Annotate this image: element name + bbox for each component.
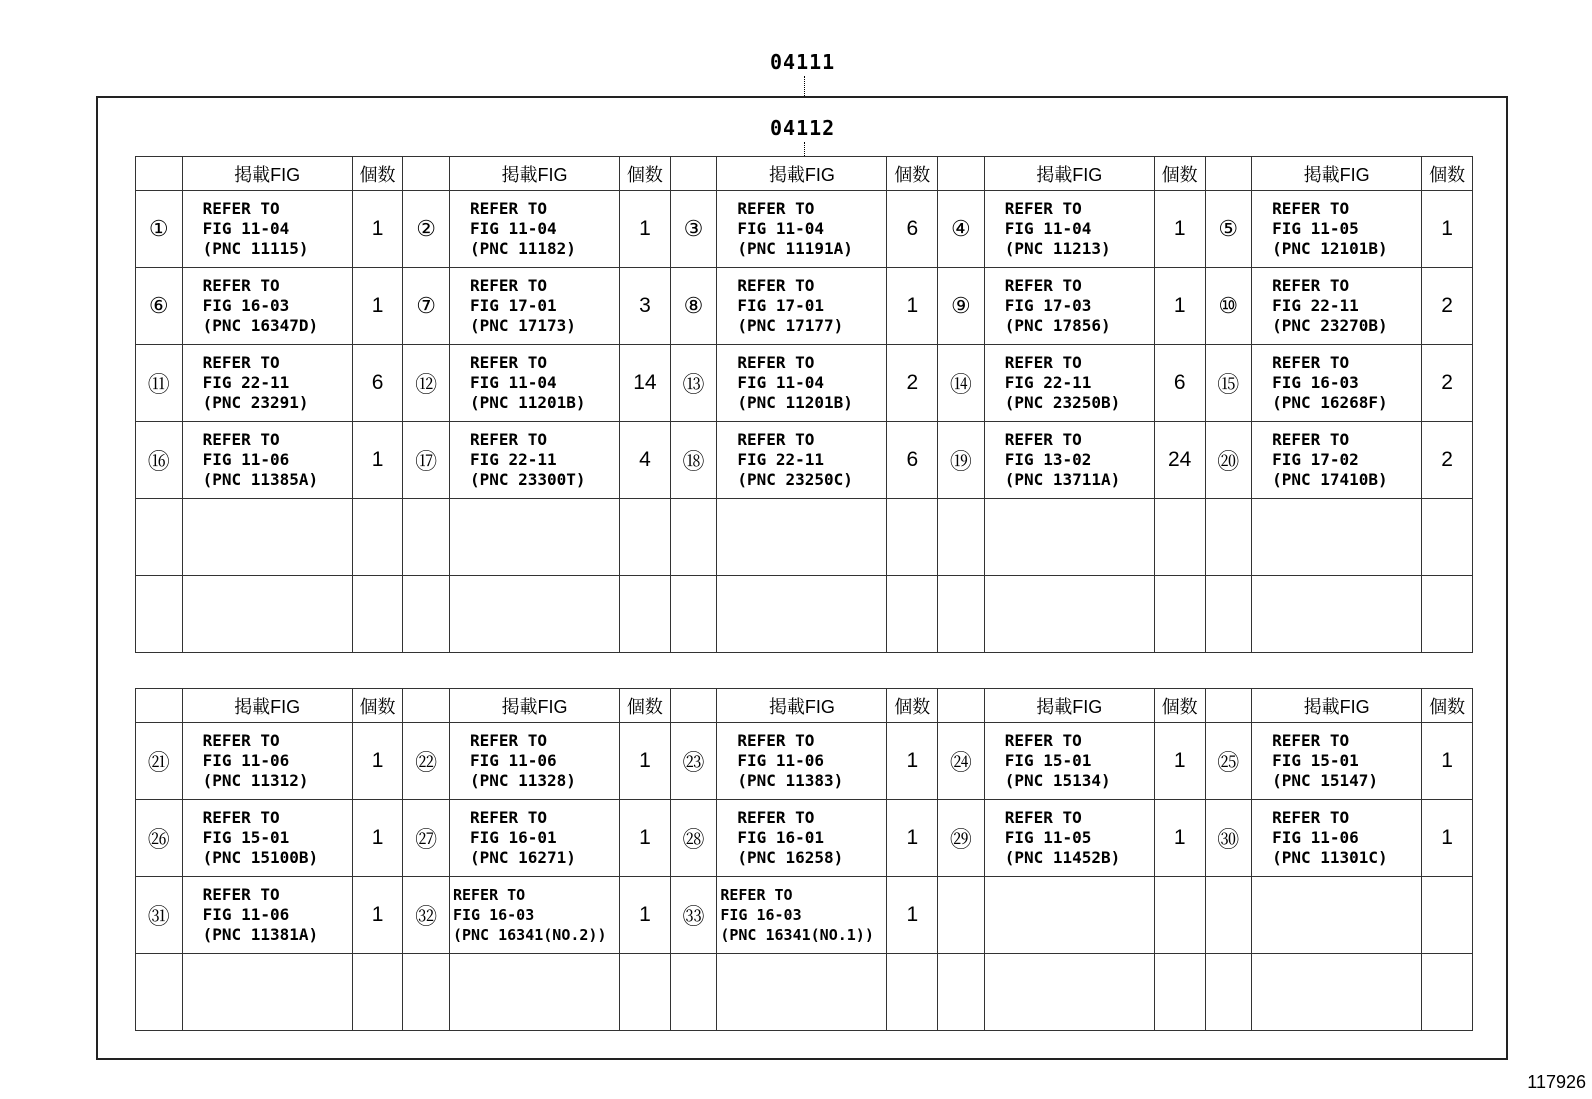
item-number-cell: [1205, 576, 1252, 653]
quantity-cell: 1: [1154, 191, 1205, 268]
table-row: [136, 422, 1473, 499]
item-number-cell: [403, 499, 450, 576]
reference-cell: REFER TO FIG 17-01 (PNC 17177): [717, 268, 887, 345]
reference-cell: REFER TO FIG 11-05 (PNC 11452B): [984, 800, 1154, 877]
reference-cell: REFER TO FIG 22-11 (PNC 23250B): [984, 345, 1154, 422]
reference-cell: REFER TO FIG 16-03 (PNC 16268F): [1252, 345, 1422, 422]
header-fig-cell: 掲載FIG: [1252, 157, 1422, 191]
reference-cell: REFER TO FIG 16-01 (PNC 16271): [449, 800, 619, 877]
ref-label-04111: 04111: [770, 50, 836, 74]
ref-label-04112: 04112: [770, 116, 836, 140]
reference-cell: REFER TO FIG 11-04 (PNC 11201B): [449, 345, 619, 422]
header-qty-cell: 個数: [887, 689, 938, 723]
reference-cell: REFER TO FIG 17-02 (PNC 17410B): [1252, 422, 1422, 499]
reference-cell: [984, 499, 1154, 576]
quantity-cell: 1: [352, 191, 403, 268]
quantity-cell: [352, 954, 403, 1031]
item-number-cell: [938, 877, 985, 954]
reference-cell: REFER TO FIG 15-01 (PNC 15147): [1252, 723, 1422, 800]
quantity-cell: 1: [1422, 723, 1473, 800]
item-number-cell: [136, 576, 183, 653]
lower-parts-table: [135, 688, 1473, 1031]
quantity-cell: [1422, 877, 1473, 954]
table-row: [136, 191, 1473, 268]
quantity-cell: 2: [1422, 422, 1473, 499]
quantity-cell: 1: [620, 877, 671, 954]
quantity-cell: [887, 954, 938, 1031]
quantity-cell: [1422, 954, 1473, 1031]
quantity-cell: 2: [1422, 268, 1473, 345]
reference-cell: REFER TO FIG 16-03 (PNC 16347D): [182, 268, 352, 345]
header-blank-cell: [403, 157, 450, 191]
quantity-cell: [352, 499, 403, 576]
reference-cell: [1252, 499, 1422, 576]
reference-cell: REFER TO FIG 22-11 (PNC 23291): [182, 345, 352, 422]
reference-cell: REFER TO FIG 11-06 (PNC 11328): [449, 723, 619, 800]
item-number-cell: ㉖: [136, 800, 183, 877]
reference-cell: [1252, 877, 1422, 954]
reference-cell: REFER TO FIG 13-02 (PNC 13711A): [984, 422, 1154, 499]
item-number-cell: [670, 954, 717, 1031]
reference-cell: REFER TO FIG 22-11 (PNC 23250C): [717, 422, 887, 499]
item-number-cell: ㉓: [670, 723, 717, 800]
reference-cell: [449, 499, 619, 576]
item-number-cell: ㉘: [670, 800, 717, 877]
item-number-cell: ⑧: [670, 268, 717, 345]
table-row: [136, 576, 1473, 653]
item-number-cell: ⑳: [1205, 422, 1252, 499]
table-row: [136, 877, 1473, 954]
reference-cell: REFER TO FIG 22-11 (PNC 23300T): [449, 422, 619, 499]
reference-cell: REFER TO FIG 11-05 (PNC 12101B): [1252, 191, 1422, 268]
item-number-cell: ㉜: [403, 877, 450, 954]
item-number-cell: ⑫: [403, 345, 450, 422]
table-row: [136, 800, 1473, 877]
quantity-cell: 1: [1422, 191, 1473, 268]
header-qty-cell: 個数: [1154, 689, 1205, 723]
quantity-cell: 1: [1154, 800, 1205, 877]
header-row: [136, 157, 1473, 191]
reference-cell: REFER TO FIG 11-04 (PNC 11213): [984, 191, 1154, 268]
quantity-cell: 1: [620, 191, 671, 268]
quantity-cell: [620, 576, 671, 653]
reference-cell: REFER TO FIG 11-04 (PNC 11201B): [717, 345, 887, 422]
reference-cell: REFER TO FIG 11-06 (PNC 11385A): [182, 422, 352, 499]
quantity-cell: [1154, 576, 1205, 653]
header-fig-cell: 掲載FIG: [984, 157, 1154, 191]
header-qty-cell: 個数: [1154, 157, 1205, 191]
item-number-cell: ⑰: [403, 422, 450, 499]
quantity-cell: 2: [1422, 345, 1473, 422]
quantity-cell: [620, 954, 671, 1031]
quantity-cell: 1: [1154, 723, 1205, 800]
header-fig-cell: 掲載FIG: [1252, 689, 1422, 723]
item-number-cell: [136, 499, 183, 576]
item-number-cell: ㉑: [136, 723, 183, 800]
reference-cell: REFER TO FIG 11-06 (PNC 11312): [182, 723, 352, 800]
reference-cell: REFER TO FIG 15-01 (PNC 15134): [984, 723, 1154, 800]
item-number-cell: ⑤: [1205, 191, 1252, 268]
item-number-cell: ㉚: [1205, 800, 1252, 877]
quantity-cell: 1: [352, 268, 403, 345]
reference-cell: REFER TO FIG 11-04 (PNC 11115): [182, 191, 352, 268]
quantity-cell: [1154, 954, 1205, 1031]
header-qty-cell: 個数: [352, 689, 403, 723]
item-number-cell: [136, 954, 183, 1031]
figure-number: 117926: [1527, 1072, 1586, 1092]
quantity-cell: 1: [352, 877, 403, 954]
header-fig-cell: 掲載FIG: [182, 157, 352, 191]
item-number-cell: ⑮: [1205, 345, 1252, 422]
reference-cell: REFER TO FIG 22-11 (PNC 23270B): [1252, 268, 1422, 345]
quantity-cell: 4: [620, 422, 671, 499]
table-row: [136, 268, 1473, 345]
header-blank-cell: [403, 689, 450, 723]
header-qty-cell: 個数: [1422, 157, 1473, 191]
reference-cell: [182, 499, 352, 576]
quantity-cell: 1: [887, 877, 938, 954]
quantity-cell: 3: [620, 268, 671, 345]
header-qty-cell: 個数: [620, 689, 671, 723]
item-number-cell: ㉔: [938, 723, 985, 800]
quantity-cell: 24: [1154, 422, 1205, 499]
item-number-cell: [1205, 954, 1252, 1031]
quantity-cell: 1: [620, 800, 671, 877]
item-number-cell: ⑯: [136, 422, 183, 499]
header-blank-cell: [136, 689, 183, 723]
header-fig-cell: 掲載FIG: [717, 157, 887, 191]
header-qty-cell: 個数: [887, 157, 938, 191]
quantity-cell: 1: [620, 723, 671, 800]
quantity-cell: [1154, 499, 1205, 576]
reference-cell: [449, 954, 619, 1031]
reference-cell: [717, 954, 887, 1031]
quantity-cell: [887, 576, 938, 653]
item-number-cell: ⑱: [670, 422, 717, 499]
reference-cell: [1252, 576, 1422, 653]
quantity-cell: 14: [620, 345, 671, 422]
table-row: [136, 345, 1473, 422]
header-blank-cell: [136, 157, 183, 191]
header-row: [136, 689, 1473, 723]
item-number-cell: ㉗: [403, 800, 450, 877]
quantity-cell: [1422, 576, 1473, 653]
quantity-cell: 1: [887, 723, 938, 800]
quantity-cell: [352, 576, 403, 653]
header-blank-cell: [1205, 689, 1252, 723]
quantity-cell: 6: [1154, 345, 1205, 422]
item-number-cell: ㉛: [136, 877, 183, 954]
reference-cell: REFER TO FIG 17-03 (PNC 17856): [984, 268, 1154, 345]
reference-cell: [182, 954, 352, 1031]
item-number-cell: [670, 499, 717, 576]
reference-cell: [717, 576, 887, 653]
table-row: [136, 954, 1473, 1031]
reference-cell: REFER TO FIG 11-04 (PNC 11191A): [717, 191, 887, 268]
item-number-cell: ㉕: [1205, 723, 1252, 800]
quantity-cell: 1: [352, 723, 403, 800]
item-number-cell: ⑦: [403, 268, 450, 345]
reference-cell: REFER TO FIG 15-01 (PNC 15100B): [182, 800, 352, 877]
quantity-cell: 1: [352, 422, 403, 499]
quantity-cell: [1422, 499, 1473, 576]
item-number-cell: ②: [403, 191, 450, 268]
quantity-cell: 1: [1422, 800, 1473, 877]
header-qty-cell: 個数: [620, 157, 671, 191]
reference-cell: REFER TO FIG 11-06 (PNC 11301C): [1252, 800, 1422, 877]
item-number-cell: ④: [938, 191, 985, 268]
item-number-cell: ⑬: [670, 345, 717, 422]
item-number-cell: [403, 576, 450, 653]
reference-cell: REFER TO FIG 16-03 (PNC 16341(NO.2)): [449, 877, 619, 954]
leader-line-outer: [804, 76, 805, 96]
reference-cell: [182, 576, 352, 653]
header-fig-cell: 掲載FIG: [449, 689, 619, 723]
reference-cell: REFER TO FIG 17-01 (PNC 17173): [449, 268, 619, 345]
quantity-cell: 6: [887, 191, 938, 268]
header-fig-cell: 掲載FIG: [182, 689, 352, 723]
item-number-cell: [938, 499, 985, 576]
header-qty-cell: 個数: [352, 157, 403, 191]
header-fig-cell: 掲載FIG: [984, 689, 1154, 723]
item-number-cell: [403, 954, 450, 1031]
item-number-cell: [1205, 877, 1252, 954]
reference-cell: [449, 576, 619, 653]
item-number-cell: [1205, 499, 1252, 576]
reference-cell: REFER TO FIG 16-01 (PNC 16258): [717, 800, 887, 877]
header-fig-cell: 掲載FIG: [449, 157, 619, 191]
header-blank-cell: [670, 689, 717, 723]
quantity-cell: [887, 499, 938, 576]
item-number-cell: [938, 954, 985, 1031]
reference-cell: [984, 954, 1154, 1031]
item-number-cell: ⑭: [938, 345, 985, 422]
item-number-cell: ③: [670, 191, 717, 268]
item-number-cell: ⑩: [1205, 268, 1252, 345]
header-fig-cell: 掲載FIG: [717, 689, 887, 723]
reference-cell: REFER TO FIG 16-03 (PNC 16341(NO.1)): [717, 877, 887, 954]
reference-cell: [984, 576, 1154, 653]
item-number-cell: ㉙: [938, 800, 985, 877]
reference-cell: [717, 499, 887, 576]
item-number-cell: ⑲: [938, 422, 985, 499]
header-blank-cell: [938, 157, 985, 191]
header-blank-cell: [670, 157, 717, 191]
quantity-cell: 1: [352, 800, 403, 877]
item-number-cell: ㉝: [670, 877, 717, 954]
table-row: [136, 499, 1473, 576]
header-blank-cell: [938, 689, 985, 723]
quantity-cell: 6: [887, 422, 938, 499]
reference-cell: REFER TO FIG 11-06 (PNC 11381A): [182, 877, 352, 954]
table-row: [136, 723, 1473, 800]
item-number-cell: ①: [136, 191, 183, 268]
leader-line-inner: [804, 142, 805, 156]
item-number-cell: [938, 576, 985, 653]
quantity-cell: 1: [1154, 268, 1205, 345]
item-number-cell: ⑨: [938, 268, 985, 345]
item-number-cell: ⑥: [136, 268, 183, 345]
reference-cell: REFER TO FIG 11-04 (PNC 11182): [449, 191, 619, 268]
reference-cell: REFER TO FIG 11-06 (PNC 11383): [717, 723, 887, 800]
header-blank-cell: [1205, 157, 1252, 191]
quantity-cell: 1: [887, 268, 938, 345]
quantity-cell: 6: [352, 345, 403, 422]
upper-parts-table: [135, 156, 1473, 653]
reference-cell: [1252, 954, 1422, 1031]
quantity-cell: 1: [887, 800, 938, 877]
item-number-cell: ⑪: [136, 345, 183, 422]
item-number-cell: [670, 576, 717, 653]
quantity-cell: [1154, 877, 1205, 954]
reference-cell: [984, 877, 1154, 954]
quantity-cell: [620, 499, 671, 576]
item-number-cell: ㉒: [403, 723, 450, 800]
header-qty-cell: 個数: [1422, 689, 1473, 723]
quantity-cell: 2: [887, 345, 938, 422]
